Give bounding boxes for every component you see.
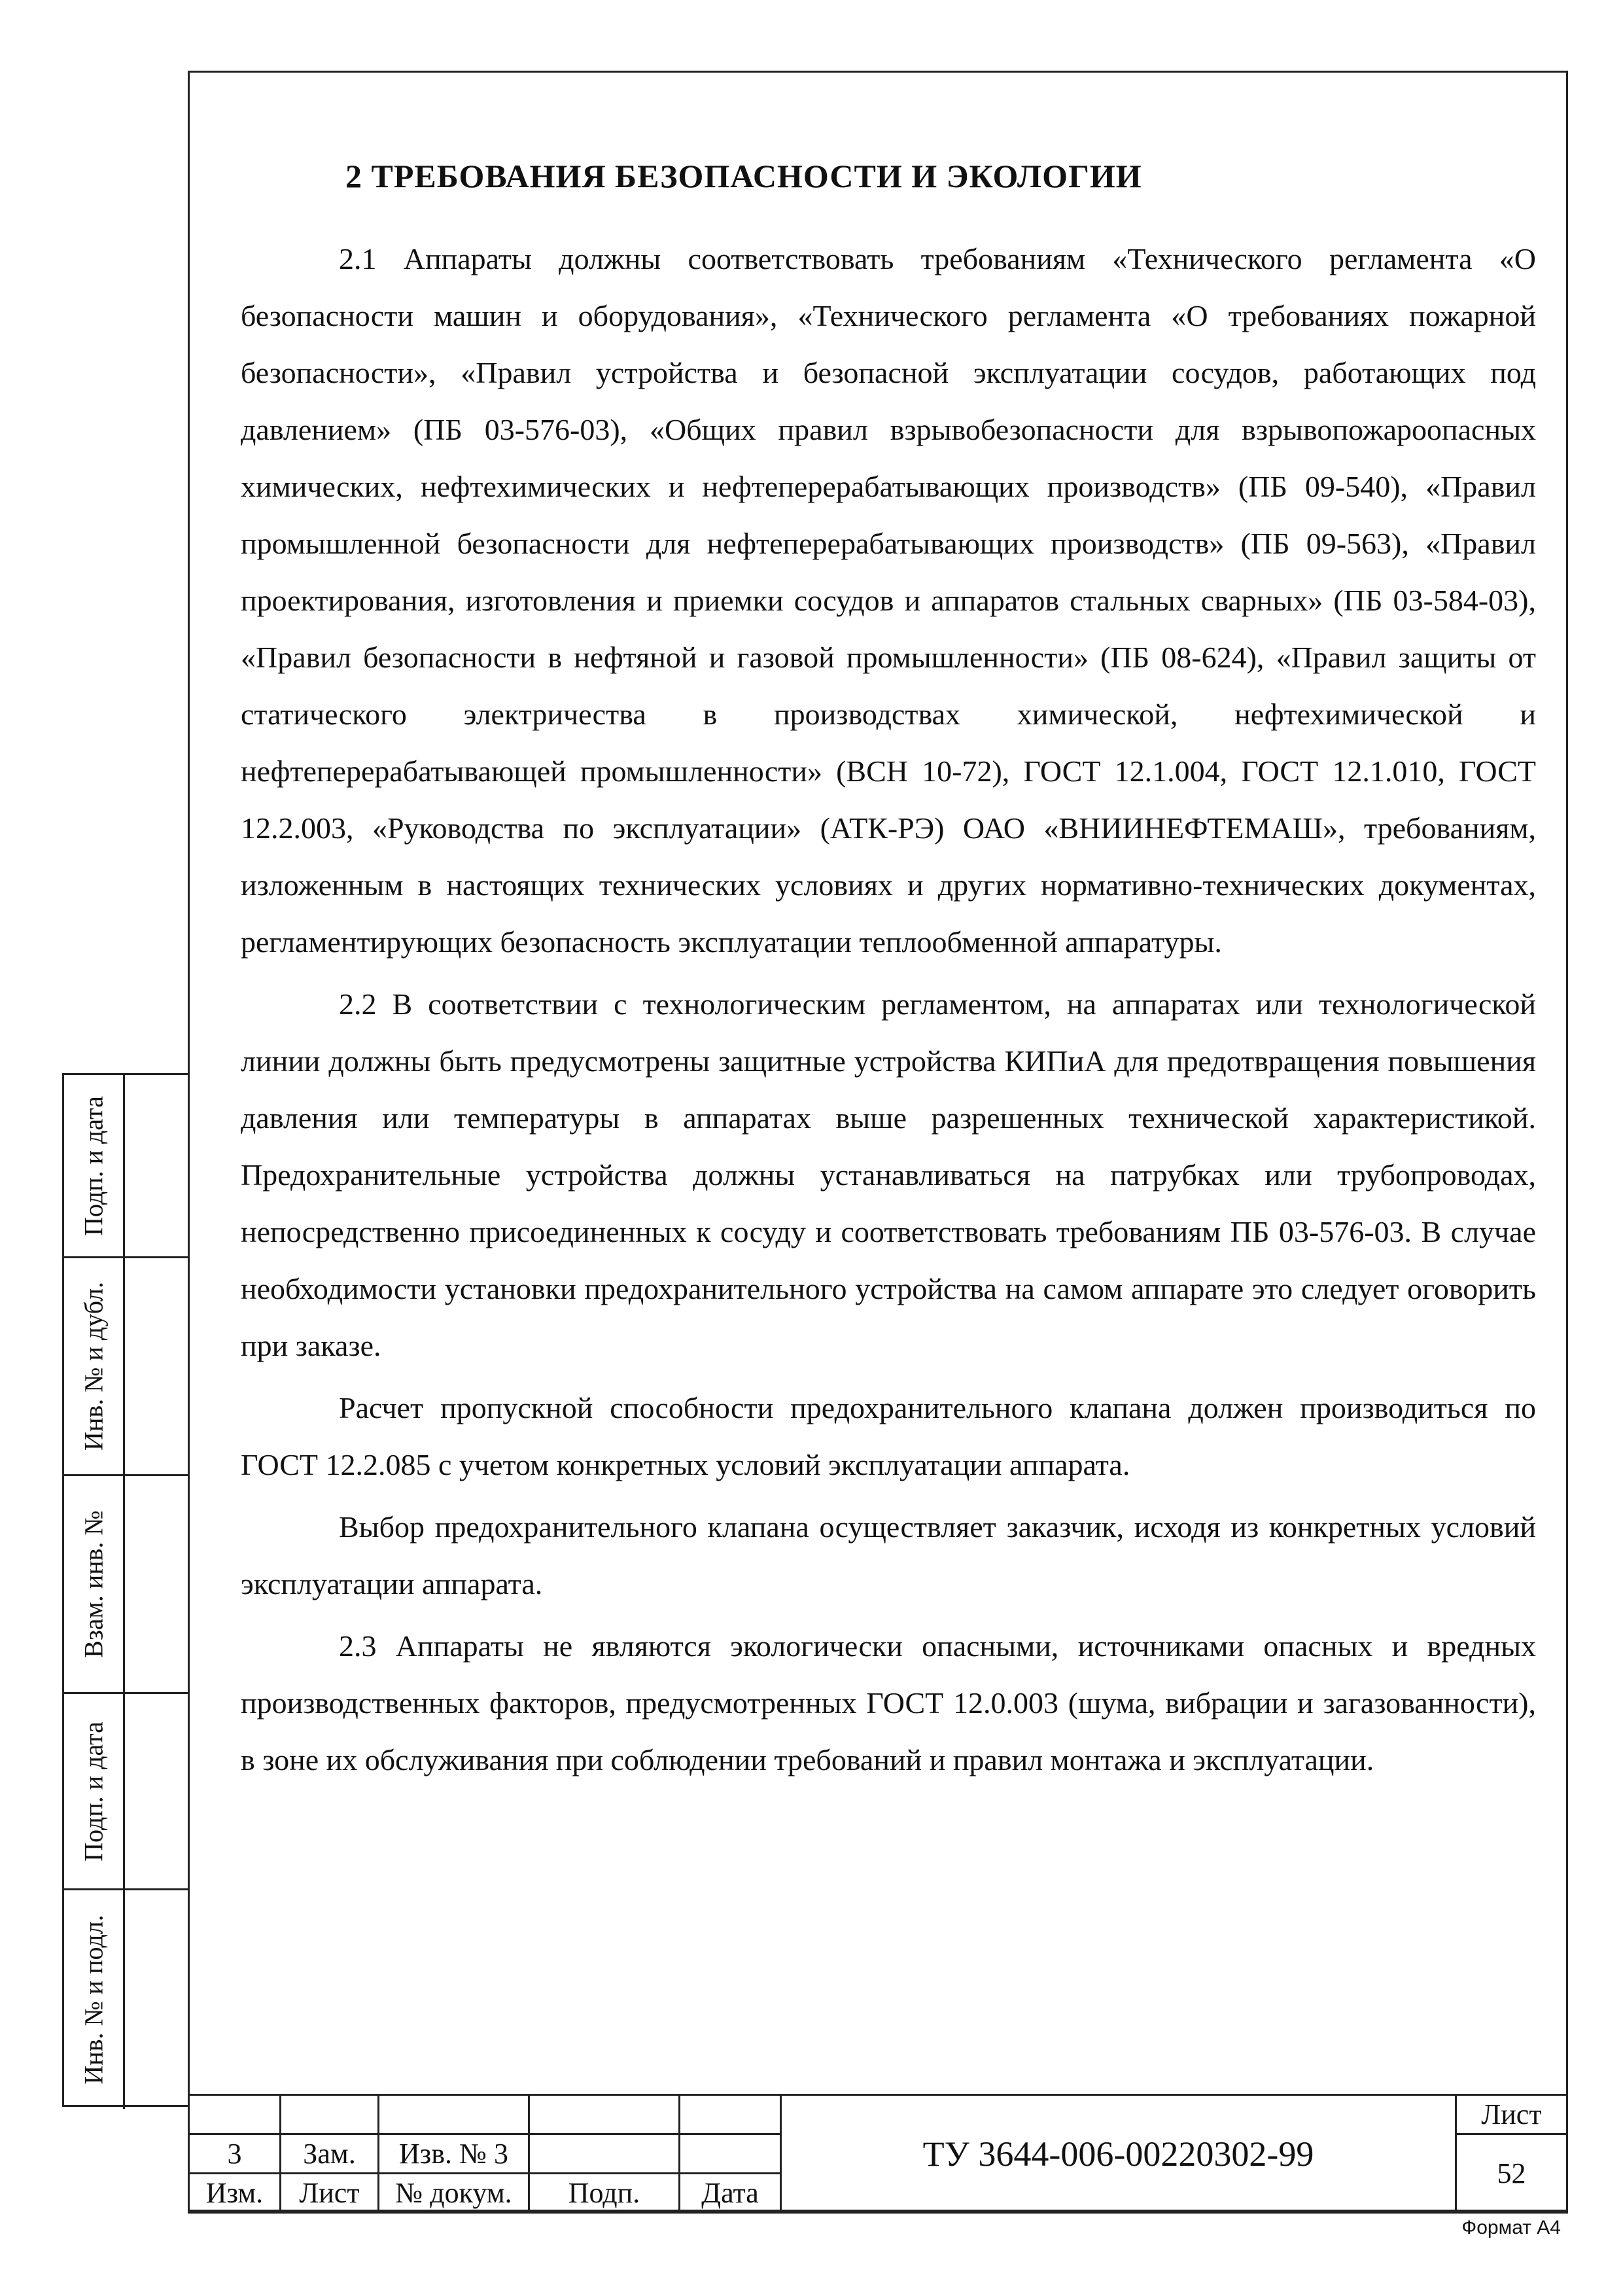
document-code: ТУ 3644-006-00220302-99 — [781, 2095, 1456, 2213]
margin-label: Подп. и дата — [79, 1095, 109, 1236]
header-change: Изм. — [189, 2174, 281, 2213]
margin-cell-inv-dup — [64, 1258, 188, 1476]
revision-sheet: Зам. — [281, 2134, 379, 2174]
margin-label: Инв. № и подл. — [79, 1915, 109, 2085]
document-body — [241, 157, 1536, 1788]
margin-label: Взам. инв. № — [79, 1510, 109, 1658]
header-date: Дата — [680, 2174, 781, 2213]
paragraph-valve-choice: Выбор предохранительного клапана осуществляет заказчик, исходя из конкретных условий эксплуатации аппарата. — [241, 1510, 1536, 1600]
margin-cell-sign-date-2 — [64, 1694, 188, 1890]
revision-number: 3 — [189, 2134, 281, 2174]
revision-date — [680, 2134, 781, 2174]
header-doc-number: № докум. — [379, 2174, 529, 2213]
left-margin-stamp — [62, 1073, 188, 2107]
paragraph-2-3: 2.3 Аппараты не являются экологически опасными, источниками опасных и вредных производственных факторов, предусмотренных ГОСТ 12.0.003 (шума, вибрации и загазованности), в зоне их обслуживания при соблюдении требований и правил монтажа и эксплуатации. — [241, 1629, 1536, 1776]
title-block — [188, 2094, 1568, 2212]
header-signature: Подп. — [529, 2174, 680, 2213]
paragraph-2-1: 2.1 Аппараты должны соответствовать требованиям «Технического регламента «О безопасности машин и оборудования», «Технического регламента «О требованиях пожарной безопасности», «Правил устройства и безопасной эксплуатации сосудов, работающих под давлением» (ПБ 03-576-03), «Общих правил взрывобезопасности для взрывопожароопасных химических, нефтехимических и нефтеперерабатывающих производств» (ПБ 09-540), «Правил промышленной безопасности для нефтеперерабатывающих производств» (ПБ 09-563), «Правил проектирования, изготовления и приемки сосудов и аппаратов стальных сварных» (ПБ 03-584-03), «Правил безопасности в нефтяной и газовой промышленности» (ПБ 08-624), «Правил защиты от статического электричества в производствах химической, нефтехимической и нефтеперерабатывающей промышленности» (ВСН 10-72), ГОСТ 12.1.004, ГОСТ 12.1.010, ГОСТ 12.2.003, «Руководства по эксплуатации» (АТК-РЭ) ОАО «ВНИИНЕФТЕМАШ», требованиям, изложенным в настоящих технических условиях и других нормативно-технических документах, регламентирующих безопасность эксплуатации теплообменной аппаратуры. — [241, 242, 1536, 959]
revision-sign — [529, 2134, 680, 2174]
margin-cell-sign-date-1 — [64, 1075, 188, 1258]
header-sheet: Лист — [281, 2174, 379, 2213]
margin-cell-inv-orig — [64, 1890, 188, 2109]
paragraph-2-2: 2.2 В соответствии с технологическим регламентом, на аппаратах или технологической линии должны быть предусмотрены защитные устройства КИПиА для предотвращения повышения давления или температуры в аппаратах выше разрешенных технической характеристикой. Предохранительные устройства должны устанавливаться на патрубках или трубопроводах, непосредственно присоединенных к сосуду и соответствовать требованиям ПБ 03-576-03. В случае необходимости установки предохранительного устройства на самом аппарате это следует оговорить при заказе. — [241, 987, 1536, 1362]
revision-doc: Изв. № 3 — [379, 2134, 529, 2174]
sheet-label: Лист — [1456, 2095, 1567, 2134]
margin-label: Подп. и дата — [79, 1721, 109, 1862]
margin-cell-replace-inv — [64, 1476, 188, 1694]
margin-label: Инв. № и дубл. — [79, 1282, 109, 1451]
format-label: Формат А4 — [1461, 2217, 1561, 2238]
sheet-number: 52 — [1456, 2134, 1567, 2213]
section-heading: 2 ТРЕБОВАНИЯ БЕЗОПАСНОСТИ И ЭКОЛОГИИ — [345, 158, 1142, 194]
paragraph-valve-calc: Расчет пропускной способности предохранительного клапана должен производиться по ГОСТ 12.2.085 с учетом конкретных условий эксплуатации аппарата. — [241, 1391, 1536, 1481]
